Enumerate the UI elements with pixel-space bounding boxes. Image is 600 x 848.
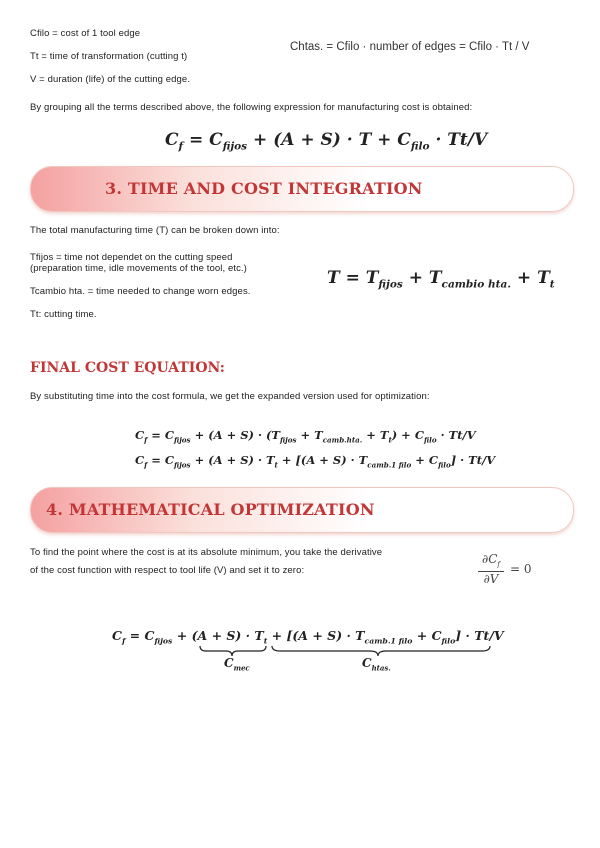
optimization-line-2: of the cost function with respect to tool life (V) and set it to zero: [30,565,305,576]
optimization-line-1: To find the point where the cost is at its absolute minimum, you take the derivative [30,547,383,558]
derivative-rhs: = 0 [510,562,532,576]
tt-definition: Tt: cutting time. [30,309,97,320]
brace-mec-path [200,646,266,656]
derivative-fraction: $\partial C_f$ ∂V [478,552,504,586]
chtas-formula: Chtas. = Cfilo · number of edges = Cfilo · Tt / V [290,41,530,53]
final-equation-2: $C_f = C_{fijos} + (A + S) \cdot T_t + [(A + S) \cdot T_{camb.1 filo} + C_{filo}] \cdot Tt/V$ [135,453,496,470]
bottom-equation: $C_f = C_{fijos} + (A + S) \cdot T_t + [(A + S) \cdot T_{camb.1 filo} + C_{filo}] \cdot Tt/V$ [112,628,504,646]
cost-equation: $C_f = C_{fijos} + (A + S) \cdot T + C_{filo} \cdot Tt/V$ [165,130,488,153]
brace-label-htas: $C_{htas.}$ [362,656,391,673]
section-4-title: 4. MATHEMATICAL OPTIMIZATION [46,500,375,519]
time-intro: The total manufacturing time (T) can be broken down into: [30,225,280,236]
final-cost-heading: FINAL COST EQUATION: [30,360,225,376]
brace-label-mec: $C_{mec}$ [224,656,250,673]
definition-v: V = duration (life) of the cutting edge. [30,74,191,85]
brace-htas-path [272,646,490,656]
tfijos-detail: (preparation time, idle movements of the tool, etc.) [30,263,247,274]
final-equation-1: $C_f = C_{fijos} + (A + S) \cdot (T_{fijos} + T_{camb.hta.} + T_t) + C_{filo} \cdot Tt/V$ [135,428,476,445]
tfijos-definition: Tfijos = time not dependet on the cutting speed [30,252,233,263]
grouping-paragraph: By grouping all the terms described above, the following expression for manufacturing cost is obtained: [30,102,473,113]
definition-tt: Tt = time of transformation (cutting t) [30,51,188,62]
time-equation: $T = T_{fijos} + T_{cambio hta.} + T_t$ [327,268,555,291]
final-cost-paragraph: By substituting time into the cost formula, we get the expanded version used for optimization: [30,391,430,402]
definition-cfilo: Cfilo = cost of 1 tool edge [30,28,141,39]
tcambio-definition: Tcambio hta. = time needed to change worn edges. [30,286,251,297]
section-3-title: 3. TIME AND COST INTEGRATION [105,179,423,198]
